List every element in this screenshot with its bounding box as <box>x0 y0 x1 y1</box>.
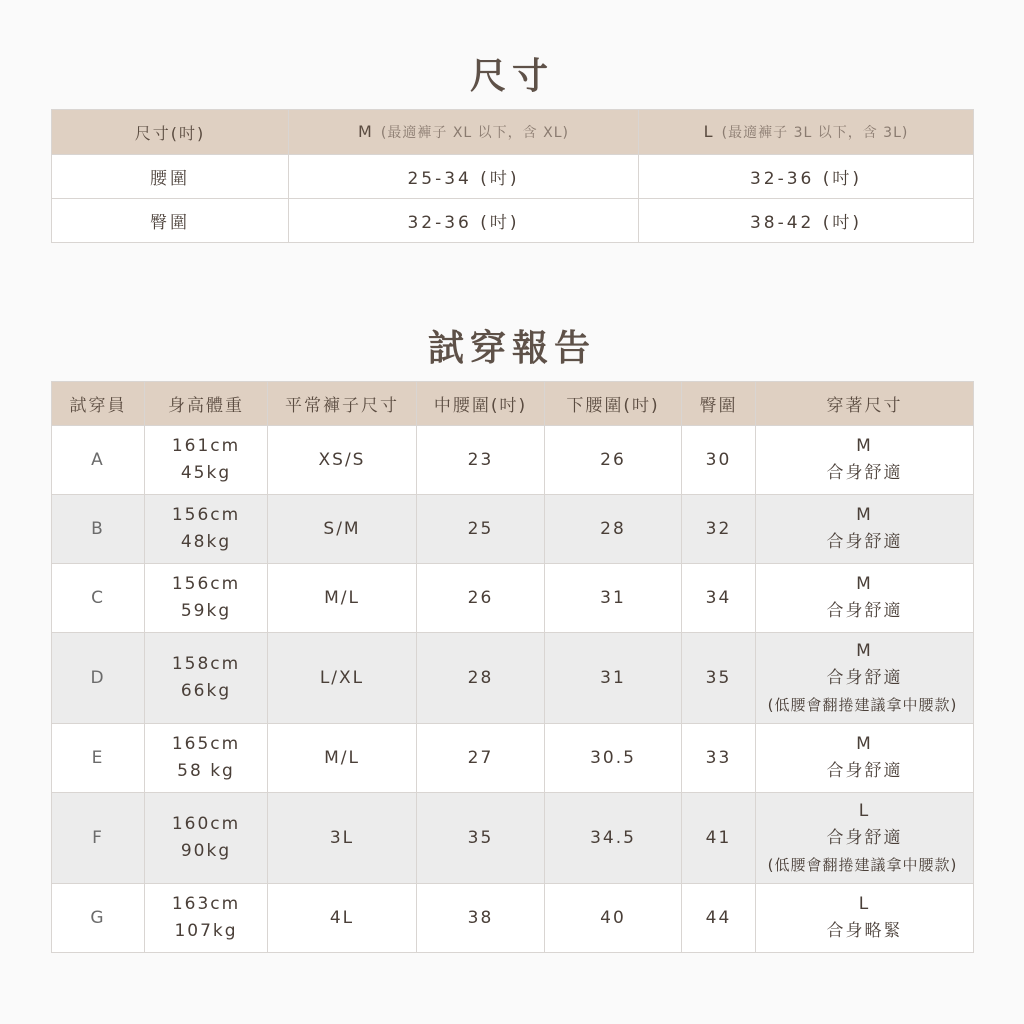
hip: 34 <box>682 564 756 633</box>
fit-note: (低腰會翻捲建議拿中腰款) <box>767 695 958 714</box>
worn-size-cell <box>756 633 974 724</box>
fitting-report-title: 試穿報告 <box>427 328 596 369</box>
mid-waist: 27 <box>417 724 545 793</box>
table-row <box>52 564 974 633</box>
table-row <box>52 633 974 724</box>
worn-size: L <box>858 894 871 914</box>
weight: 58 kg <box>177 761 235 781</box>
tester-id: D <box>52 633 145 724</box>
hip: 44 <box>682 884 756 953</box>
report-header-hip: 臀圍 <box>682 382 756 426</box>
table-row <box>52 724 974 793</box>
weight: 66kg <box>180 681 232 701</box>
low-waist: 34.5 <box>545 793 682 884</box>
fit-note: (低腰會翻捲建議拿中腰款) <box>767 855 958 874</box>
worn-size: M <box>856 505 873 525</box>
report-header-low-waist: 下腰圍(吋) <box>545 382 682 426</box>
report-header-mid-waist: 中腰圍(吋) <box>417 382 545 426</box>
size-header-m <box>289 110 639 155</box>
mid-waist: 35 <box>417 793 545 884</box>
size-header-l-note: (最適褲子 3L 以下，含 3L) <box>721 125 909 141</box>
weight: 90kg <box>180 841 232 861</box>
table-row <box>52 793 974 884</box>
usual-size: 4L <box>268 884 417 953</box>
height-weight-cell <box>145 724 268 793</box>
tester-id: B <box>52 495 145 564</box>
fit-comment: 合身舒適 <box>826 667 903 688</box>
worn-size-cell <box>756 495 974 564</box>
height-weight-cell <box>145 884 268 953</box>
size-cell-l: 38-42 (吋) <box>639 199 974 243</box>
usual-size: XS/S <box>268 426 417 495</box>
fit-comment: 合身舒適 <box>826 827 903 848</box>
low-waist: 40 <box>545 884 682 953</box>
worn-size: L <box>858 800 871 821</box>
table-row <box>52 426 974 495</box>
worn-size: M <box>856 734 873 754</box>
height: 156cm <box>171 574 241 594</box>
low-waist: 30.5 <box>545 724 682 793</box>
height: 161cm <box>171 436 241 456</box>
size-row-label: 臀圍 <box>52 199 289 243</box>
table-row <box>52 884 974 953</box>
hip: 41 <box>682 793 756 884</box>
hip: 30 <box>682 426 756 495</box>
size-cell-m: 32-36 (吋) <box>289 199 639 243</box>
report-header-tester: 試穿員 <box>52 382 145 426</box>
height: 160cm <box>171 814 241 834</box>
tester-id: G <box>52 884 145 953</box>
size-row-hip <box>52 199 974 243</box>
tester-id: F <box>52 793 145 884</box>
worn-size-cell <box>756 426 974 495</box>
height: 165cm <box>171 734 241 754</box>
report-header-row <box>52 382 974 426</box>
worn-size-cell <box>756 884 974 953</box>
weight: 45kg <box>180 463 232 483</box>
report-header-worn-size: 穿著尺寸 <box>756 382 974 426</box>
usual-size: S/M <box>268 495 417 564</box>
report-header-usual-size: 平常褲子尺寸 <box>268 382 417 426</box>
low-waist: 26 <box>545 426 682 495</box>
height-weight-cell <box>145 495 268 564</box>
hip: 35 <box>682 633 756 724</box>
fitting-report-table <box>51 381 974 953</box>
size-row-waist <box>52 155 974 199</box>
usual-size: 3L <box>268 793 417 884</box>
height-weight-cell <box>145 793 268 884</box>
height: 163cm <box>171 894 241 914</box>
mid-waist: 38 <box>417 884 545 953</box>
worn-size: M <box>856 436 873 456</box>
mid-waist: 25 <box>417 495 545 564</box>
worn-size-cell <box>756 793 974 884</box>
fit-comment: 合身舒適 <box>826 761 903 781</box>
usual-size: L/XL <box>268 633 417 724</box>
size-cell-l: 32-36 (吋) <box>639 155 974 199</box>
worn-size: M <box>856 640 873 661</box>
usual-size: M/L <box>268 724 417 793</box>
tester-id: C <box>52 564 145 633</box>
size-header-l <box>639 110 974 155</box>
size-header-m-label: M <box>358 122 374 141</box>
size-cell-m: 25-34 (吋) <box>289 155 639 199</box>
size-chart-table <box>51 109 974 243</box>
fit-comment: 合身略緊 <box>826 921 903 941</box>
low-waist: 31 <box>545 564 682 633</box>
weight: 107kg <box>174 921 238 941</box>
worn-size-cell <box>756 724 974 793</box>
fit-comment: 合身舒適 <box>826 601 903 621</box>
size-header-label: 尺寸(吋) <box>52 110 289 155</box>
mid-waist: 23 <box>417 426 545 495</box>
mid-waist: 26 <box>417 564 545 633</box>
size-header-m-note: (最適褲子 XL 以下，含 XL) <box>380 125 569 141</box>
hip: 32 <box>682 495 756 564</box>
hip: 33 <box>682 724 756 793</box>
weight: 48kg <box>180 532 232 552</box>
weight: 59kg <box>180 601 232 621</box>
tester-id: A <box>52 426 145 495</box>
worn-size-cell <box>756 564 974 633</box>
size-chart-title: 尺寸 <box>469 56 554 97</box>
mid-waist: 28 <box>417 633 545 724</box>
low-waist: 28 <box>545 495 682 564</box>
height-weight-cell <box>145 633 268 724</box>
height-weight-cell <box>145 426 268 495</box>
report-header-height-weight: 身高體重 <box>145 382 268 426</box>
table-row <box>52 495 974 564</box>
tester-id: E <box>52 724 145 793</box>
usual-size: M/L <box>268 564 417 633</box>
low-waist: 31 <box>545 633 682 724</box>
height-weight-cell <box>145 564 268 633</box>
height: 156cm <box>171 505 241 525</box>
size-header-l-label: L <box>703 122 715 141</box>
worn-size: M <box>856 574 873 594</box>
size-row-label: 腰圍 <box>52 155 289 199</box>
size-chart-header-row <box>52 110 974 155</box>
fit-comment: 合身舒適 <box>826 463 903 483</box>
height: 158cm <box>171 654 241 674</box>
fit-comment: 合身舒適 <box>826 532 903 552</box>
